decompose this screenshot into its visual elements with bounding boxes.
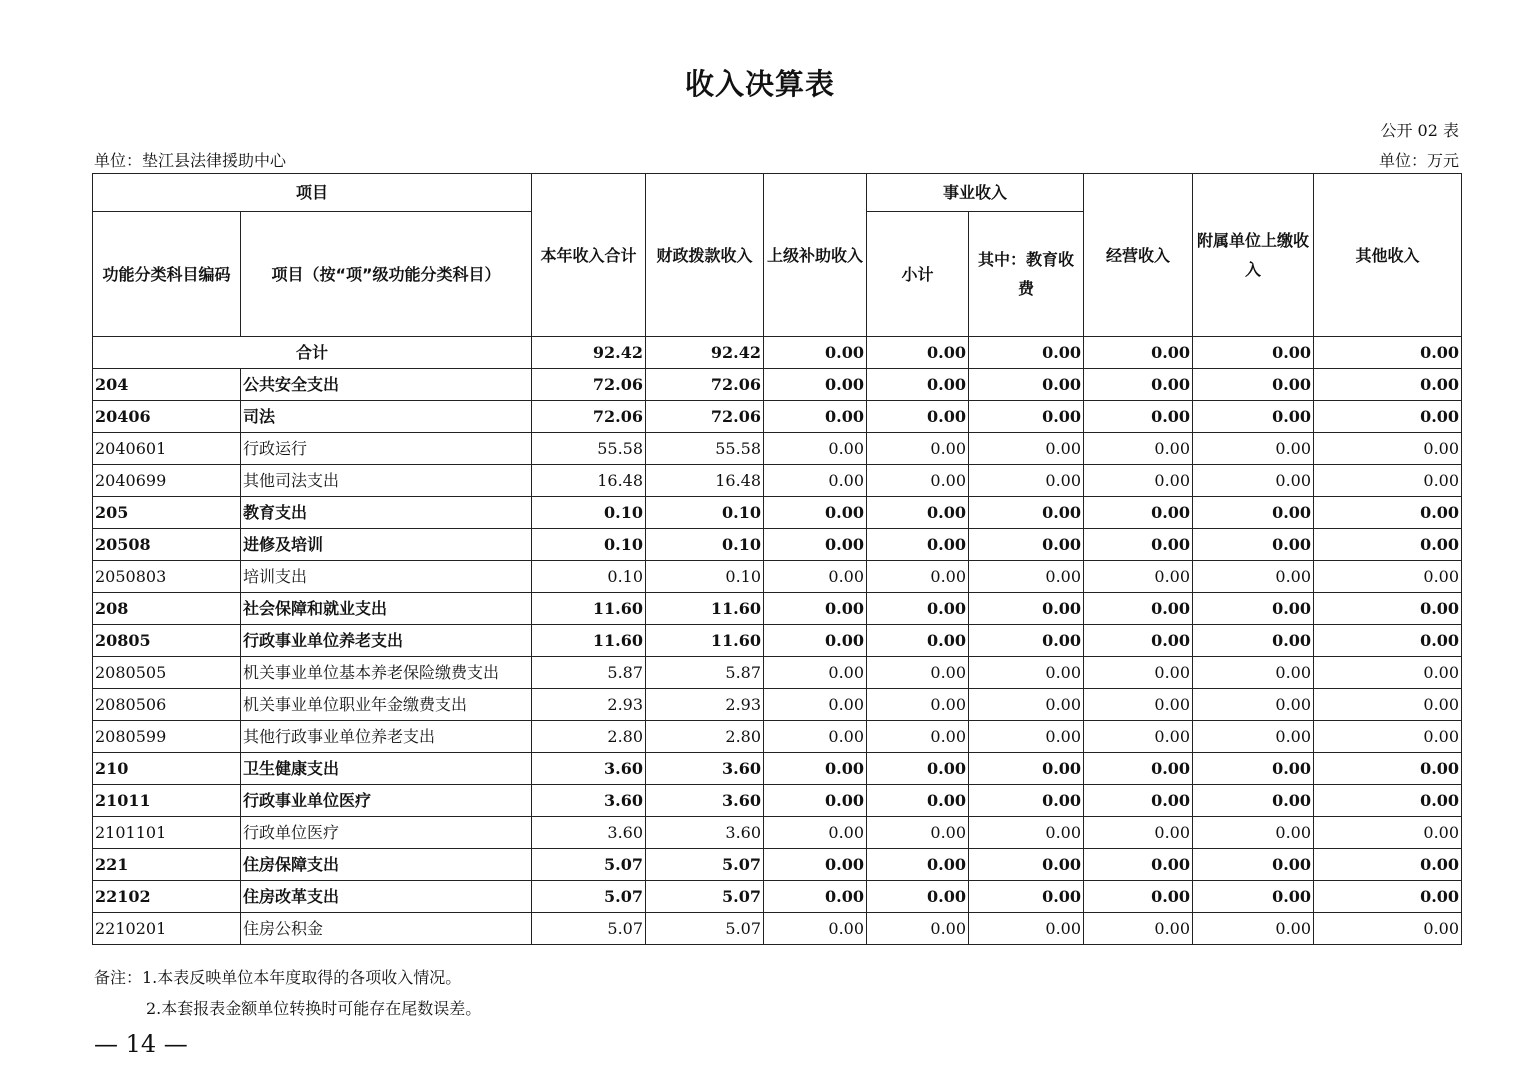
row-name: 公共安全支出 bbox=[241, 369, 532, 401]
row-value: 0.00 bbox=[969, 529, 1084, 561]
row-value: 11.60 bbox=[532, 593, 646, 625]
row-value: 0.00 bbox=[1084, 817, 1193, 849]
total-value: 0.00 bbox=[867, 337, 969, 369]
row-value: 2.93 bbox=[646, 689, 764, 721]
row-value: 0.10 bbox=[646, 561, 764, 593]
row-value: 0.00 bbox=[867, 913, 969, 945]
header-subtotal: 小计 bbox=[867, 212, 969, 337]
row-value: 0.00 bbox=[867, 497, 969, 529]
row-value: 0.00 bbox=[1193, 433, 1314, 465]
row-value: 0.00 bbox=[867, 593, 969, 625]
row-value: 5.07 bbox=[532, 881, 646, 913]
row-code: 208 bbox=[93, 593, 241, 625]
row-value: 11.60 bbox=[646, 625, 764, 657]
total-label: 合计 bbox=[93, 337, 532, 369]
row-value: 0.00 bbox=[1314, 721, 1462, 753]
table-row bbox=[93, 849, 1462, 881]
row-value: 0.00 bbox=[1314, 849, 1462, 881]
table-row bbox=[93, 881, 1462, 913]
row-value: 72.06 bbox=[532, 401, 646, 433]
header-education: 其中：教育收费 bbox=[969, 212, 1084, 337]
row-value: 0.10 bbox=[532, 529, 646, 561]
row-value: 0.00 bbox=[1084, 849, 1193, 881]
row-name: 住房保障支出 bbox=[241, 849, 532, 881]
row-value: 0.00 bbox=[1084, 593, 1193, 625]
table-body bbox=[93, 337, 1462, 945]
row-value: 0.00 bbox=[1084, 497, 1193, 529]
row-name: 住房改革支出 bbox=[241, 881, 532, 913]
row-code: 2080599 bbox=[93, 721, 241, 753]
row-value: 11.60 bbox=[646, 593, 764, 625]
row-name: 住房公积金 bbox=[241, 913, 532, 945]
row-value: 0.00 bbox=[1314, 689, 1462, 721]
row-value: 0.00 bbox=[1084, 785, 1193, 817]
row-value: 0.00 bbox=[1193, 465, 1314, 497]
row-value: 0.00 bbox=[764, 657, 867, 689]
row-code: 2040601 bbox=[93, 433, 241, 465]
row-value: 0.00 bbox=[1314, 497, 1462, 529]
row-value: 0.00 bbox=[1084, 753, 1193, 785]
row-value: 2.93 bbox=[532, 689, 646, 721]
row-value: 0.00 bbox=[1314, 529, 1462, 561]
table-row bbox=[93, 721, 1462, 753]
total-value: 92.42 bbox=[646, 337, 764, 369]
row-code: 221 bbox=[93, 849, 241, 881]
row-value: 0.00 bbox=[764, 369, 867, 401]
row-value: 0.00 bbox=[969, 401, 1084, 433]
row-value: 0.00 bbox=[1193, 401, 1314, 433]
row-value: 0.00 bbox=[1314, 913, 1462, 945]
row-value: 0.00 bbox=[1193, 881, 1314, 913]
total-value: 0.00 bbox=[969, 337, 1084, 369]
row-code: 20508 bbox=[93, 529, 241, 561]
header-total: 本年收入合计 bbox=[532, 174, 646, 337]
row-name: 行政事业单位医疗 bbox=[241, 785, 532, 817]
row-value: 0.00 bbox=[969, 593, 1084, 625]
row-name: 进修及培训 bbox=[241, 529, 532, 561]
row-value: 0.00 bbox=[764, 529, 867, 561]
row-value: 5.07 bbox=[532, 849, 646, 881]
row-value: 0.00 bbox=[1314, 753, 1462, 785]
row-value: 0.00 bbox=[764, 497, 867, 529]
total-value: 0.00 bbox=[1193, 337, 1314, 369]
notes bbox=[94, 962, 481, 1024]
row-value: 0.00 bbox=[1193, 721, 1314, 753]
row-name: 培训支出 bbox=[241, 561, 532, 593]
total-value: 0.00 bbox=[764, 337, 867, 369]
row-value: 55.58 bbox=[532, 433, 646, 465]
row-value: 0.00 bbox=[764, 785, 867, 817]
row-value: 16.48 bbox=[646, 465, 764, 497]
row-value: 0.00 bbox=[969, 881, 1084, 913]
row-value: 0.00 bbox=[867, 881, 969, 913]
row-value: 5.07 bbox=[646, 913, 764, 945]
header-subsidy: 上级补助收入 bbox=[764, 174, 867, 337]
row-value: 0.00 bbox=[1314, 817, 1462, 849]
row-value: 0.00 bbox=[969, 465, 1084, 497]
row-value: 0.00 bbox=[1193, 753, 1314, 785]
row-value: 5.87 bbox=[646, 657, 764, 689]
row-value: 0.00 bbox=[1193, 785, 1314, 817]
row-value: 0.00 bbox=[1193, 561, 1314, 593]
total-value: 0.00 bbox=[1084, 337, 1193, 369]
row-value: 0.10 bbox=[646, 529, 764, 561]
row-name: 司法 bbox=[241, 401, 532, 433]
row-code: 20406 bbox=[93, 401, 241, 433]
row-value: 0.00 bbox=[867, 689, 969, 721]
page-title: 收入决算表 bbox=[684, 67, 835, 101]
row-value: 0.00 bbox=[1084, 433, 1193, 465]
row-name: 其他司法支出 bbox=[241, 465, 532, 497]
header-business: 事业收入 bbox=[867, 174, 1084, 212]
row-value: 0.10 bbox=[532, 561, 646, 593]
row-value: 0.00 bbox=[764, 401, 867, 433]
row-code: 2050803 bbox=[93, 561, 241, 593]
row-value: 0.00 bbox=[1084, 561, 1193, 593]
row-value: 0.00 bbox=[764, 561, 867, 593]
row-value: 0.00 bbox=[1193, 497, 1314, 529]
row-value: 0.00 bbox=[1314, 657, 1462, 689]
table-row bbox=[93, 753, 1462, 785]
row-code: 210 bbox=[93, 753, 241, 785]
row-value: 0.00 bbox=[867, 657, 969, 689]
row-value: 0.00 bbox=[1193, 849, 1314, 881]
unit-organization: 单位：垫江县法律援助中心 bbox=[94, 151, 287, 170]
row-code: 2101101 bbox=[93, 817, 241, 849]
row-value: 3.60 bbox=[646, 817, 764, 849]
row-value: 0.00 bbox=[1084, 913, 1193, 945]
row-value: 0.00 bbox=[764, 817, 867, 849]
row-value: 16.48 bbox=[532, 465, 646, 497]
row-value: 0.00 bbox=[1314, 785, 1462, 817]
row-value: 0.00 bbox=[867, 625, 969, 657]
row-value: 3.60 bbox=[532, 753, 646, 785]
row-value: 0.00 bbox=[1193, 689, 1314, 721]
form-number: 公开 02 表 bbox=[1380, 121, 1459, 140]
row-value: 0.00 bbox=[764, 849, 867, 881]
row-value: 0.00 bbox=[1084, 721, 1193, 753]
row-value: 0.10 bbox=[646, 497, 764, 529]
row-value: 0.00 bbox=[867, 465, 969, 497]
row-value: 2.80 bbox=[646, 721, 764, 753]
table-row bbox=[93, 785, 1462, 817]
row-code: 22102 bbox=[93, 881, 241, 913]
total-row bbox=[93, 337, 1462, 369]
header-code: 功能分类科目编码 bbox=[93, 212, 241, 337]
row-value: 0.00 bbox=[1314, 433, 1462, 465]
row-value: 72.06 bbox=[646, 369, 764, 401]
row-name: 行政事业单位养老支出 bbox=[241, 625, 532, 657]
row-value: 0.00 bbox=[867, 817, 969, 849]
row-value: 11.60 bbox=[532, 625, 646, 657]
row-value: 5.07 bbox=[532, 913, 646, 945]
row-value: 0.00 bbox=[1193, 625, 1314, 657]
table-header bbox=[93, 174, 1462, 337]
row-value: 0.00 bbox=[764, 465, 867, 497]
row-value: 0.00 bbox=[867, 561, 969, 593]
row-value: 72.06 bbox=[646, 401, 764, 433]
row-code: 2080506 bbox=[93, 689, 241, 721]
row-value: 0.00 bbox=[1084, 657, 1193, 689]
header-operating: 经营收入 bbox=[1084, 174, 1193, 337]
row-value: 0.00 bbox=[867, 369, 969, 401]
row-code: 20805 bbox=[93, 625, 241, 657]
income-table bbox=[92, 173, 1462, 945]
row-value: 0.00 bbox=[969, 689, 1084, 721]
row-value: 0.00 bbox=[969, 753, 1084, 785]
row-value: 0.00 bbox=[969, 561, 1084, 593]
table-row bbox=[93, 433, 1462, 465]
row-value: 5.07 bbox=[646, 849, 764, 881]
row-value: 0.00 bbox=[1084, 465, 1193, 497]
row-value: 3.60 bbox=[646, 785, 764, 817]
row-name: 机关事业单位职业年金缴费支出 bbox=[241, 689, 532, 721]
row-name: 卫生健康支出 bbox=[241, 753, 532, 785]
row-value: 0.00 bbox=[1084, 529, 1193, 561]
note-line-2: 2.本套报表金额单位转换时可能存在尾数误差。 bbox=[146, 999, 482, 1018]
row-value: 0.00 bbox=[1314, 369, 1462, 401]
table-row bbox=[93, 657, 1462, 689]
row-value: 0.00 bbox=[764, 913, 867, 945]
table-row bbox=[93, 529, 1462, 561]
table-row bbox=[93, 497, 1462, 529]
header-fiscal: 财政拨款收入 bbox=[646, 174, 764, 337]
row-value: 0.00 bbox=[1084, 369, 1193, 401]
row-value: 0.00 bbox=[1193, 817, 1314, 849]
row-value: 0.00 bbox=[1084, 881, 1193, 913]
row-code: 204 bbox=[93, 369, 241, 401]
row-code: 21011 bbox=[93, 785, 241, 817]
total-value: 0.00 bbox=[1314, 337, 1462, 369]
row-name: 社会保障和就业支出 bbox=[241, 593, 532, 625]
row-value: 0.00 bbox=[867, 721, 969, 753]
row-value: 5.07 bbox=[646, 881, 764, 913]
row-value: 0.00 bbox=[1193, 529, 1314, 561]
row-value: 0.00 bbox=[969, 433, 1084, 465]
row-value: 0.00 bbox=[1314, 593, 1462, 625]
row-value: 3.60 bbox=[646, 753, 764, 785]
table-row bbox=[93, 689, 1462, 721]
row-value: 0.00 bbox=[764, 753, 867, 785]
header-project: 项目 bbox=[93, 174, 532, 212]
row-name: 其他行政事业单位养老支出 bbox=[241, 721, 532, 753]
row-value: 0.00 bbox=[764, 689, 867, 721]
row-value: 0.00 bbox=[1084, 689, 1193, 721]
row-value: 72.06 bbox=[532, 369, 646, 401]
unit-currency: 单位：万元 bbox=[1378, 151, 1459, 170]
page-number: — 14 — bbox=[94, 1030, 188, 1058]
row-value: 0.00 bbox=[1314, 561, 1462, 593]
row-code: 205 bbox=[93, 497, 241, 529]
row-value: 0.00 bbox=[764, 721, 867, 753]
row-value: 0.00 bbox=[764, 433, 867, 465]
table-row bbox=[93, 625, 1462, 657]
row-value: 0.00 bbox=[867, 433, 969, 465]
row-value: 0.00 bbox=[1193, 657, 1314, 689]
table-row bbox=[93, 913, 1462, 945]
row-value: 0.00 bbox=[969, 849, 1084, 881]
row-value: 0.00 bbox=[867, 529, 969, 561]
row-value: 0.00 bbox=[969, 785, 1084, 817]
row-value: 0.00 bbox=[1193, 593, 1314, 625]
table-row bbox=[93, 401, 1462, 433]
row-value: 0.00 bbox=[1314, 401, 1462, 433]
row-value: 0.00 bbox=[1084, 625, 1193, 657]
header-other: 其他收入 bbox=[1314, 174, 1462, 337]
row-code: 2080505 bbox=[93, 657, 241, 689]
row-name: 行政运行 bbox=[241, 433, 532, 465]
row-value: 0.00 bbox=[1084, 401, 1193, 433]
total-value: 92.42 bbox=[532, 337, 646, 369]
row-value: 0.00 bbox=[969, 657, 1084, 689]
header-affiliated: 附属单位上缴收入 bbox=[1193, 174, 1314, 337]
row-value: 0.00 bbox=[1314, 881, 1462, 913]
row-value: 0.00 bbox=[867, 785, 969, 817]
row-value: 0.00 bbox=[969, 721, 1084, 753]
row-value: 0.10 bbox=[532, 497, 646, 529]
row-value: 0.00 bbox=[969, 913, 1084, 945]
note-line-1: 备注：1.本表反映单位本年度取得的各项收入情况。 bbox=[94, 968, 462, 987]
table-row bbox=[93, 817, 1462, 849]
row-value: 0.00 bbox=[867, 401, 969, 433]
row-code: 2210201 bbox=[93, 913, 241, 945]
row-code: 2040699 bbox=[93, 465, 241, 497]
row-name: 行政单位医疗 bbox=[241, 817, 532, 849]
row-name: 机关事业单位基本养老保险缴费支出 bbox=[241, 657, 532, 689]
row-value: 3.60 bbox=[532, 785, 646, 817]
row-value: 0.00 bbox=[867, 849, 969, 881]
row-value: 3.60 bbox=[532, 817, 646, 849]
row-value: 0.00 bbox=[1193, 913, 1314, 945]
row-value: 0.00 bbox=[764, 593, 867, 625]
row-value: 55.58 bbox=[646, 433, 764, 465]
row-value: 2.80 bbox=[532, 721, 646, 753]
row-value: 0.00 bbox=[1314, 625, 1462, 657]
header-name: 项目（按“项”级功能分类科目） bbox=[241, 212, 532, 337]
row-name: 教育支出 bbox=[241, 497, 532, 529]
table-row bbox=[93, 593, 1462, 625]
table-row bbox=[93, 465, 1462, 497]
table-row bbox=[93, 561, 1462, 593]
row-value: 0.00 bbox=[764, 881, 867, 913]
row-value: 0.00 bbox=[969, 369, 1084, 401]
row-value: 0.00 bbox=[969, 625, 1084, 657]
row-value: 0.00 bbox=[1314, 465, 1462, 497]
row-value: 0.00 bbox=[1193, 369, 1314, 401]
table-row bbox=[93, 369, 1462, 401]
row-value: 0.00 bbox=[969, 497, 1084, 529]
row-value: 0.00 bbox=[764, 625, 867, 657]
row-value: 0.00 bbox=[867, 753, 969, 785]
row-value: 0.00 bbox=[969, 817, 1084, 849]
row-value: 5.87 bbox=[532, 657, 646, 689]
